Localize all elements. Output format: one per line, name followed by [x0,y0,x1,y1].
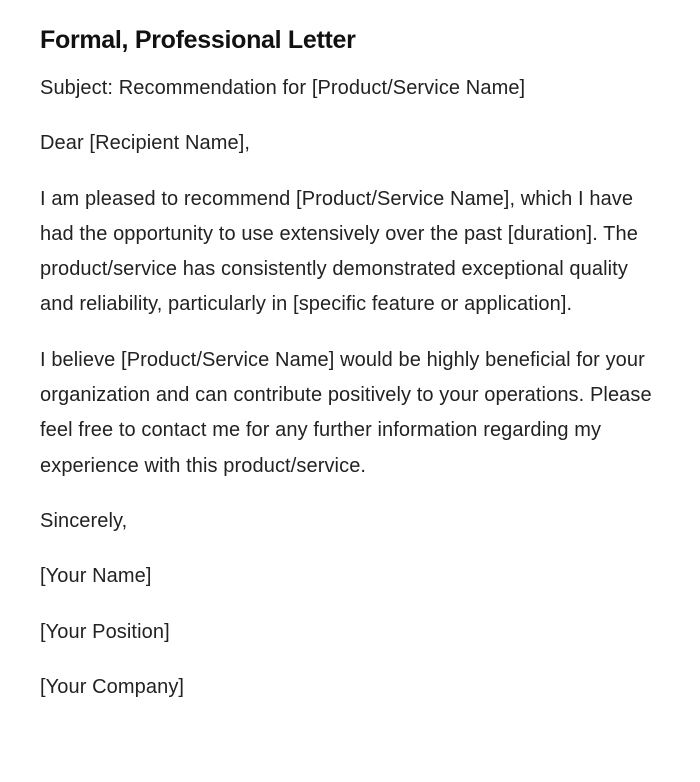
letter-salutation: Dear [Recipient Name], [40,132,251,155]
letter-body-paragraph-1: I am pleased to recommend [Product/Service Name], which I have had the opportunity to use extensively over the past [duration]. The product/service has consistently demonstrated exceptional quality and reliability, particularly in [specific feature or application]. [40,187,638,316]
letter-closing: Sincerely, [40,509,128,532]
signer-position: [Your Position] [40,620,170,643]
signer-name: [Your Name] [40,565,152,588]
letter-subject: Subject: Recommendation for [Product/Service Name] [40,77,526,99]
letter-title: Formal, Professional Letter [40,26,356,54]
letter-body-paragraph-2: I believe [Product/Service Name] would be highly beneficial for your organization and can contribute positively to your operations. Please feel free to contact me for any further information regarding my experience with this product/service. [40,348,652,477]
signer-company: [Your Company] [40,675,185,698]
